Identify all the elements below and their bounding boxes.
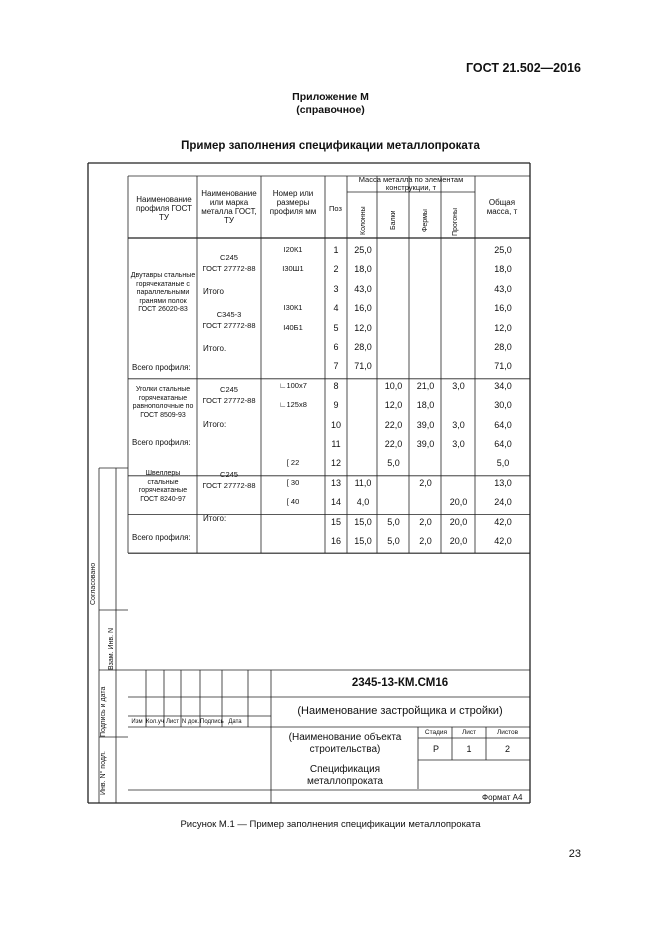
header-position: Поз (329, 204, 342, 213)
mass-trusses: 2,0 (419, 477, 432, 488)
sheet-label: Лист (461, 729, 477, 736)
appendix-note: (справочное) (296, 104, 365, 116)
stamp-agreed: Согласовано (90, 562, 97, 605)
label-itogo: Итого. (203, 344, 227, 353)
stage-label: Стадия (424, 729, 448, 736)
mass-beams: 22,0 (384, 419, 403, 430)
steel-grade: С245 (220, 470, 238, 479)
mass-total: 18,0 (494, 264, 512, 275)
mass-columns: 4,0 (356, 497, 370, 508)
mass-total: 24,0 (494, 497, 512, 508)
steel-gost: ГОСТ 27772-88 (202, 264, 256, 273)
builder-name: (Наименование застройщика и стройки) (297, 705, 503, 717)
mass-purlins: 20,0 (449, 536, 468, 546)
mass-purlins: 20,0 (449, 497, 468, 508)
profile-size: I20К1 (283, 245, 303, 254)
position-number: 4 (333, 303, 339, 314)
label-itogo: Итого: (203, 420, 227, 429)
mass-total: 64,0 (494, 419, 512, 430)
mass-total: 5,0 (496, 458, 510, 469)
header-profile-name: Наименование профиля ГОСТ ТУ (135, 195, 192, 222)
sheet-format: Формат А4 (482, 793, 523, 802)
sheets-value: 2 (504, 744, 510, 754)
mass-total: 25,0 (494, 245, 512, 255)
title-block-col-label: Дата (228, 719, 242, 725)
group-angles: Уголки стальные горячекатаные равнополочные по ГОСТ 8509-93 (132, 386, 194, 419)
steel-gost: ГОСТ 27772-88 (202, 481, 256, 490)
profile-size: [ 30 (286, 477, 300, 487)
header-beams: Балки (390, 210, 397, 230)
mass-columns: 15,0 (354, 536, 372, 546)
mass-purlins: 3,0 (452, 439, 465, 449)
mass-columns: 71,0 (354, 361, 372, 372)
document-title: Спецификация металлопроката (307, 764, 383, 787)
object-name: (Наименование объекта строительства) (288, 732, 402, 755)
mass-columns: 25,0 (354, 245, 372, 255)
mass-total: 71,0 (494, 361, 512, 372)
header-steel-grade: Наименование или марка металла ГОСТ, ТУ (201, 189, 257, 225)
mass-total: 12,0 (494, 322, 512, 333)
standard-number: ГОСТ 21.502—2016 (465, 61, 581, 75)
group-ibeams: Двутавры стальные горячекатаные с параллельными гранями полок ГОСТ 26020-83 (130, 272, 196, 313)
mass-total: 28,0 (494, 342, 512, 352)
page-number: 23 (568, 848, 581, 860)
mass-trusses: 2,0 (419, 536, 432, 546)
appendix-title: Приложение М (292, 91, 369, 103)
position-number: 8 (333, 380, 339, 391)
mass-total: 43,0 (494, 283, 512, 294)
mass-trusses: 18,0 (416, 400, 435, 411)
sheets-label: Листов (496, 729, 519, 736)
mass-beams: 5,0 (387, 536, 400, 546)
position-number: 7 (333, 361, 339, 372)
position-number: 10 (330, 419, 341, 430)
profile-size: ∟125x8 (279, 400, 307, 410)
position-number: 2 (333, 264, 339, 275)
label-vsego: Всего профиля: (132, 533, 191, 542)
mass-beams: 5,0 (387, 516, 400, 527)
profile-size: [ 40 (286, 497, 300, 507)
header-purlins: Прогоны (452, 207, 459, 236)
mass-columns: 18,0 (354, 264, 372, 275)
label-itogo: Итого: (203, 514, 227, 523)
mass-columns: 15,0 (354, 516, 372, 527)
title-block-col-label: Подпись (200, 719, 224, 725)
position-number: 6 (333, 342, 339, 352)
header-columns: Колонны (360, 206, 367, 235)
title-block-col-label: N док. (181, 719, 200, 725)
stamp-inv-orig: Инв. N° подл. (100, 751, 107, 795)
mass-purlins: 3,0 (452, 380, 465, 391)
position-number: 16 (330, 536, 341, 546)
mass-beams: 10,0 (384, 380, 403, 391)
mass-trusses: 2,0 (419, 516, 432, 527)
mass-beams: 12,0 (384, 400, 403, 411)
mass-total: 16,0 (494, 303, 512, 314)
mass-trusses: 21,0 (416, 380, 435, 391)
steel-grade: С345-3 (216, 310, 242, 319)
steel-gost: ГОСТ 27772-88 (202, 396, 256, 405)
mass-purlins: 20,0 (449, 516, 468, 527)
mass-beams: 5,0 (387, 458, 400, 469)
mass-columns: 43,0 (354, 283, 372, 294)
header-trusses: Фермы (422, 209, 429, 232)
mass-trusses: 39,0 (416, 419, 435, 430)
group-channels: Швеллеры стальные горячекатаные ГОСТ 8240-97 (138, 470, 188, 503)
steel-gost: ГОСТ 27772-88 (202, 321, 256, 330)
profile-size: I30К1 (283, 303, 303, 313)
mass-columns: 16,0 (354, 303, 372, 314)
position-number: 15 (330, 516, 341, 527)
steel-grade: С245 (220, 385, 238, 394)
position-number: 14 (330, 497, 341, 508)
header-total-mass: Общая масса, т (486, 198, 518, 216)
profile-size: I40Б1 (283, 322, 303, 332)
position-number: 1 (333, 245, 339, 255)
position-number: 9 (333, 400, 339, 411)
position-number: 11 (331, 439, 341, 449)
mass-purlins: 3,0 (452, 419, 465, 430)
position-number: 5 (333, 322, 339, 333)
mass-columns: 11,0 (354, 477, 372, 488)
header-profile-size: Номер или размеры профиля мм (269, 189, 317, 216)
designation: 2345-13-КМ.СМ16 (351, 677, 449, 689)
steel-grade: С245 (220, 253, 238, 262)
mass-total: 34,0 (494, 380, 512, 391)
position-number: 3 (333, 283, 339, 294)
stamp-replaced: Взам. Инв. N (108, 627, 115, 670)
title-block-col-label: Изм (131, 719, 143, 725)
mass-total: 30,0 (494, 400, 512, 411)
example-title: Пример заполнения спецификации металлопроката (181, 140, 480, 152)
position-number: 13 (330, 477, 341, 488)
stage-value: Р (432, 744, 439, 754)
profile-size: [ 22 (286, 458, 300, 468)
sheet-value: 1 (466, 744, 472, 754)
position-number: 12 (330, 458, 341, 469)
title-block-col-label: Кол.уч (146, 719, 164, 725)
stamp-sign-date: Подпись и дата (100, 686, 107, 737)
mass-trusses: 39,0 (416, 439, 435, 449)
label-itogo: Итого (203, 287, 224, 296)
mass-total: 42,0 (494, 536, 512, 546)
mass-total: 42,0 (494, 516, 512, 527)
mass-beams: 22,0 (384, 439, 403, 449)
label-vsego: Всего профиля: (132, 363, 191, 372)
mass-total: 13,0 (494, 477, 512, 488)
profile-size: ∟100x7 (279, 380, 307, 390)
header-mass-group: Масса металла по элементам конструкции, т (358, 175, 464, 192)
profile-size: I30Ш1 (282, 264, 304, 274)
figure-caption: Рисунок М.1 — Пример заполнения спецификации металлопроката (180, 819, 481, 830)
mass-columns: 28,0 (354, 342, 372, 352)
title-block-col-label: Лист (165, 719, 180, 725)
label-vsego: Всего профиля: (132, 438, 191, 447)
mass-total: 64,0 (494, 439, 512, 449)
mass-columns: 12,0 (354, 322, 372, 333)
